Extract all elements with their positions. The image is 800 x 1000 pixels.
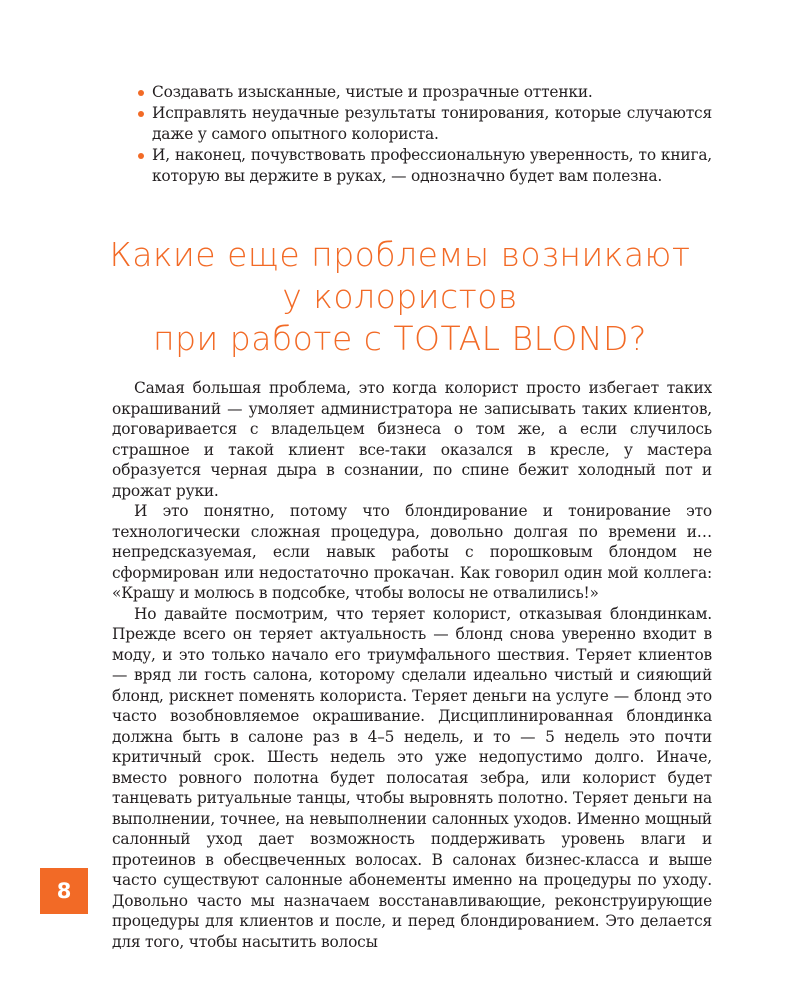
paragraph: Самая большая проблема, это когда колорист просто избегает таких окрашиваний — умоляет администратора не записывать таких клиентов, договаривается с владельцем бизнеса о том же, а если случилось страшное и такой клиент все-таки оказался в кресле, у мастера образуется черная дыра в сознании, по спине бежит холодный пот и дрожат руки. [112, 379, 712, 500]
section-heading-line: у колористов [282, 277, 518, 316]
bullet-item [138, 82, 712, 103]
bullet-dot-icon [138, 153, 144, 159]
paragraph: Но давайте посмотрим, что теряет колорист, отказывая блондинкам. Прежде всего он теряет актуальность — блонд снова уверенно входит в моду, и это только начало его триумфального шествия. Теряет клиентов — вряд ли гость салона, которому сделали идеально чистый и сияющий блонд, рискнет поменять колориста. Теряет деньги на услуге — блонд это часто возобновляемое окрашивание. Дисциплинированная блондинка должна быть в салоне раз в 4–5 недель, и то — 5 недель это почти критичный срок. Шесть недель это уже недопустимо долго. Иначе, вместо ровного полотна будет полосатая зебра, или колорист будет танцевать ритуальные танцы, чтобы выровнять полотно. Теряет деньги на выполнении, точнее, на невыполнении салонных уходов. Именно мощный салонный уход дает возможность поддерживать уровень влаги и протеинов в обесцвеченных волосах. В салонах бизнес-класса и выше часто существуют салонные абонементы именно на процедуры по уходу. Довольно часто мы назначаем восстанавливающие, реконструирующие процедуры для клиентов и после, и перед блондированием. Это делается для того, чтобы насытить волосы [112, 604, 712, 951]
bullet-text: И, наконец, почувствовать профессиональную уверенность, то книга, которую вы держите в руках, — однозначно будет вам полезна. [152, 146, 712, 185]
bullet-dot-icon [138, 90, 144, 96]
bullet-text: Исправлять неудачные результаты тонирования, которые случаются даже у самого опытного колориста. [152, 104, 712, 143]
bullet-item [138, 145, 712, 187]
section-heading [100, 234, 700, 360]
bullet-list [138, 82, 712, 187]
bullet-item [138, 103, 712, 145]
body-text [112, 378, 712, 952]
section-heading-line: при работе с TOTAL BLOND? [153, 319, 647, 358]
paragraph: И это понятно, потому что блондирование и тонирование это технологически сложная процедура, довольно долгая по времени и… непредсказуемая, если навык работы с порошковым блондом не сформирован или недостаточно прокачан. Как говорил один мой коллега: «Крашу и молюсь в подсобке, чтобы волосы не отвалились!» [112, 502, 712, 602]
section-heading-line: Какие еще проблемы возникают [109, 235, 691, 274]
bullet-text: Создавать изысканные, чистые и прозрачные оттенки. [152, 83, 593, 101]
page-number-badge: 8 [40, 868, 88, 914]
bullet-dot-icon [138, 111, 144, 117]
